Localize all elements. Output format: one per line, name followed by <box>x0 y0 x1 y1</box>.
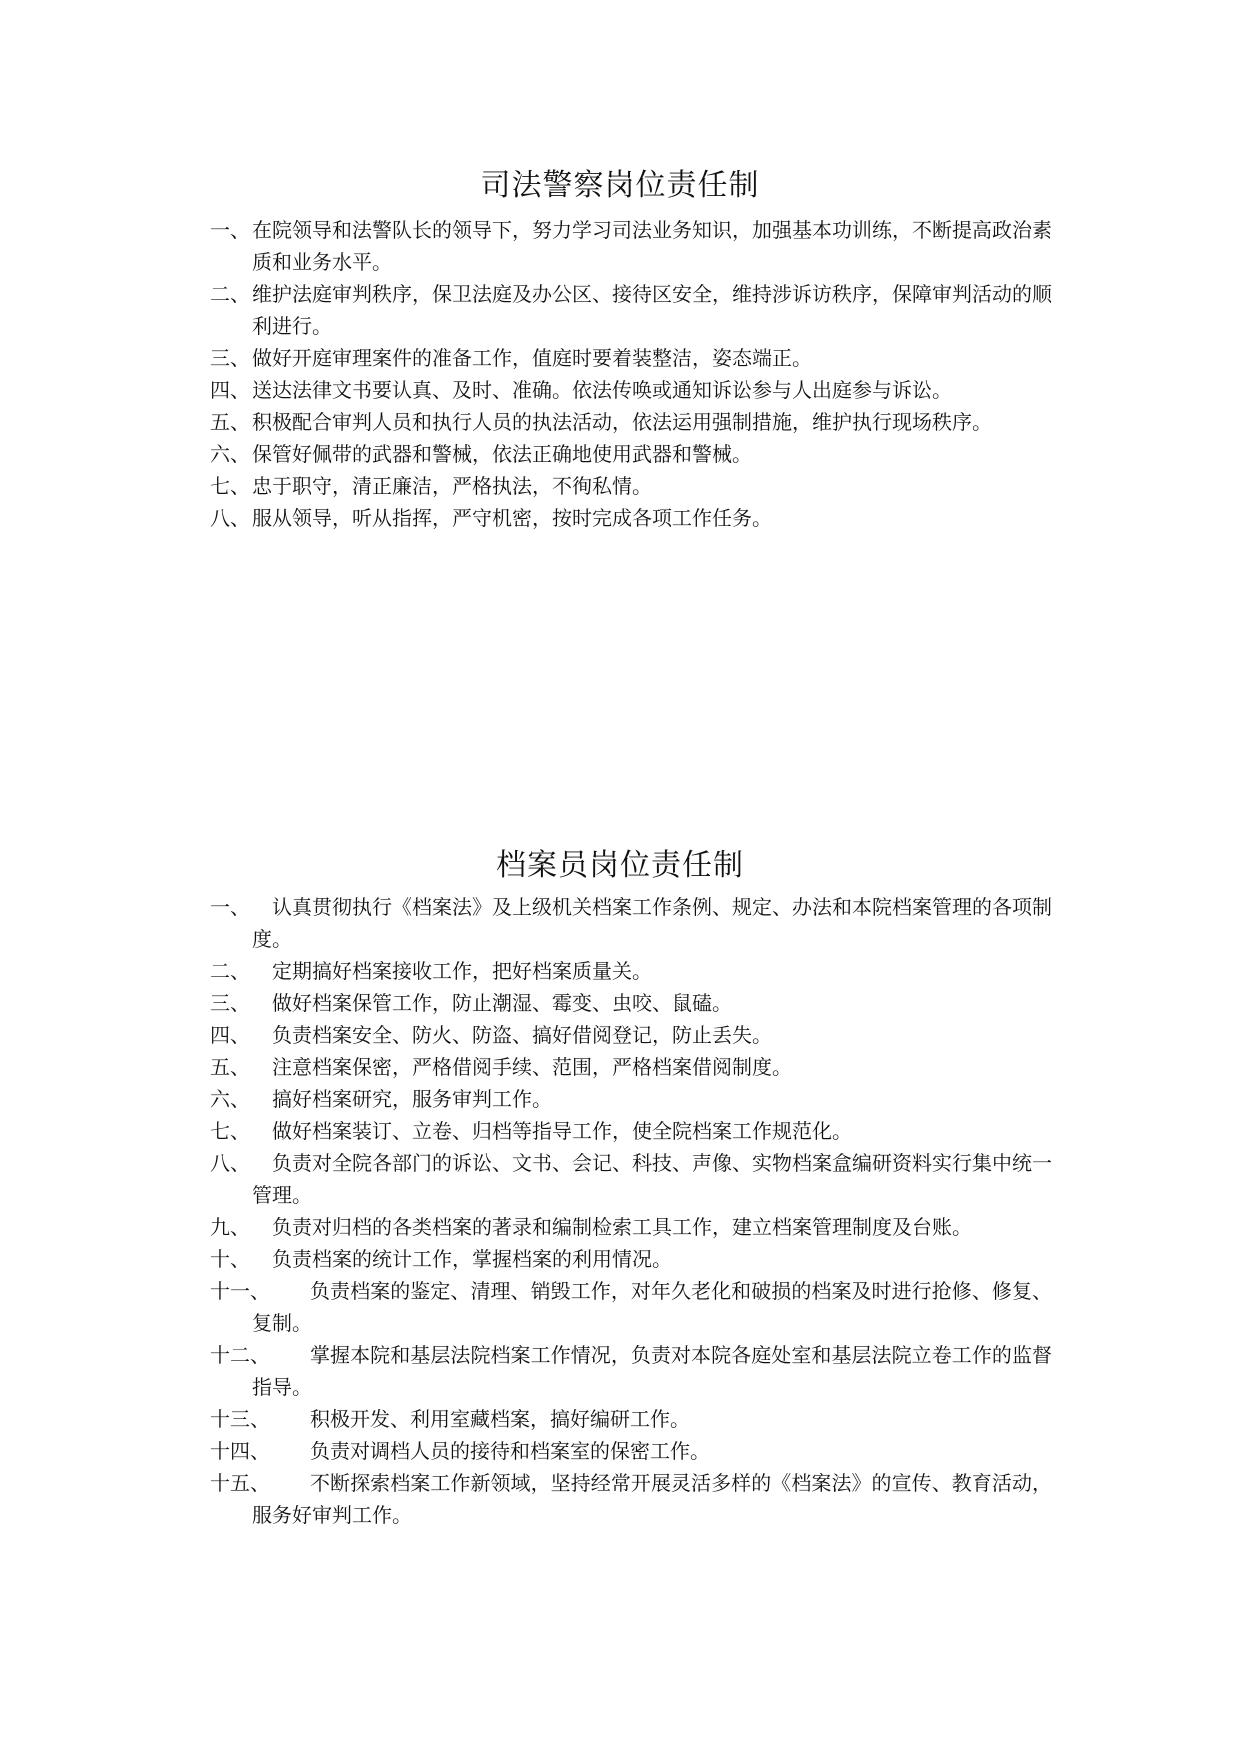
item-number: 十三、 <box>210 1407 270 1431</box>
list-item <box>210 987 1052 1019</box>
item-number: 十二、 <box>210 1343 270 1367</box>
list-item <box>210 406 1052 438</box>
item-text: 积极配合审判人员和执行人员的执法活动，依法运用强制措施，维护执行现场秩序。 <box>252 410 992 434</box>
item-number: 五、 <box>210 1055 250 1079</box>
item-text: 送达法律文书要认真、及时、准确。依法传唤或通知诉讼参与人出庭参与诉讼。 <box>252 378 952 402</box>
list-item <box>210 278 1052 342</box>
list-item <box>210 470 1052 502</box>
item-number: 一、 <box>210 218 250 242</box>
item-number: 六、 <box>210 442 250 466</box>
section-title-judicial-police: 司法警察岗位责任制 <box>480 168 760 203</box>
item-number: 八、 <box>210 506 250 530</box>
list-item <box>210 374 1052 406</box>
item-text: 定期搞好档案接收工作，把好档案质量关。 <box>272 959 652 983</box>
item-number: 七、 <box>210 474 250 498</box>
list-item <box>210 1083 1052 1115</box>
list-item <box>210 502 1052 534</box>
item-text: 掌握本院和基层法院档案工作情况，负责对本院各庭处室和基层法院立卷工作的监督指导。 <box>252 1343 1052 1399</box>
item-text: 负责对归档的各类档案的著录和编制检索工具工作，建立档案管理制度及台账。 <box>272 1215 972 1239</box>
item-number: 十四、 <box>210 1439 270 1463</box>
item-number: 四、 <box>210 378 250 402</box>
item-text: 保管好佩带的武器和警械，依法正确地使用武器和警械。 <box>252 442 752 466</box>
item-number: 四、 <box>210 1023 250 1047</box>
item-text: 不断探索档案工作新领域，坚持经常开展灵活多样的《档案法》的宣传、教育活动，服务好审判工作。 <box>252 1471 1052 1527</box>
item-number: 七、 <box>210 1119 250 1143</box>
item-text: 积极开发、利用室藏档案，搞好编研工作。 <box>310 1407 690 1431</box>
list-item <box>210 955 1052 987</box>
item-text: 注意档案保密，严格借阅手续、范围，严格档案借阅制度。 <box>272 1055 792 1079</box>
list-item <box>210 1275 1052 1339</box>
item-text: 搞好档案研究，服务审判工作。 <box>272 1087 552 1111</box>
list-item <box>210 1115 1052 1147</box>
item-text: 服从领导，听从指挥，严守机密，按时完成各项工作任务。 <box>252 506 772 530</box>
section-title-archivist: 档案员岗位责任制 <box>496 848 744 883</box>
item-text: 做好档案保管工作，防止潮湿、霉变、虫咬、鼠磕。 <box>272 991 732 1015</box>
item-text: 在院领导和法警队长的领导下，努力学习司法业务知识，加强基本功训练，不断提高政治素质和业务水平。 <box>252 218 1052 274</box>
item-number: 十、 <box>210 1247 250 1271</box>
list-item <box>210 1211 1052 1243</box>
item-text: 负责对全院各部门的诉讼、文书、会记、科技、声像、实物档案盒编研资料实行集中统一管理。 <box>252 1151 1052 1207</box>
item-text: 负责档案安全、防火、防盗、搞好借阅登记，防止丢失。 <box>272 1023 772 1047</box>
item-text: 负责档案的鉴定、清理、销毁工作，对年久老化和破损的档案及时进行抢修、修复、复制。 <box>252 1279 1052 1335</box>
item-number: 十五、 <box>210 1471 270 1495</box>
list-item <box>210 214 1052 278</box>
list-item <box>210 1339 1052 1403</box>
list-item <box>210 1243 1052 1275</box>
list-item <box>210 1019 1052 1051</box>
item-number: 二、 <box>210 282 250 306</box>
list-item <box>210 1403 1052 1435</box>
item-number: 三、 <box>210 991 250 1015</box>
item-text: 认真贯彻执行《档案法》及上级机关档案工作条例、规定、办法和本院档案管理的各项制度。 <box>252 895 1052 951</box>
item-number: 六、 <box>210 1087 250 1111</box>
list-item <box>210 1467 1052 1531</box>
item-text: 做好档案装订、立卷、归档等指导工作，使全院档案工作规范化。 <box>272 1119 852 1143</box>
duties-list-judicial-police <box>210 214 1052 534</box>
item-text: 忠于职守，清正廉洁，严格执法，不徇私情。 <box>252 474 652 498</box>
list-item <box>210 1051 1052 1083</box>
item-number: 二、 <box>210 959 250 983</box>
item-number: 五、 <box>210 410 250 434</box>
list-item <box>210 342 1052 374</box>
list-item <box>210 1435 1052 1467</box>
duties-list-archivist <box>210 891 1052 1531</box>
list-item <box>210 438 1052 470</box>
item-number: 三、 <box>210 346 250 370</box>
item-number: 十一、 <box>210 1279 270 1303</box>
item-number: 九、 <box>210 1215 250 1239</box>
item-number: 八、 <box>210 1151 250 1175</box>
item-text: 维护法庭审判秩序，保卫法庭及办公区、接待区安全，维持涉诉访秩序，保障审判活动的顺利进行。 <box>252 282 1052 338</box>
list-item <box>210 1147 1052 1211</box>
list-item <box>210 891 1052 955</box>
item-number: 一、 <box>210 895 250 919</box>
item-text: 做好开庭审理案件的准备工作，值庭时要着装整洁，姿态端正。 <box>252 346 812 370</box>
item-text: 负责对调档人员的接待和档案室的保密工作。 <box>310 1439 710 1463</box>
item-text: 负责档案的统计工作，掌握档案的利用情况。 <box>272 1247 672 1271</box>
